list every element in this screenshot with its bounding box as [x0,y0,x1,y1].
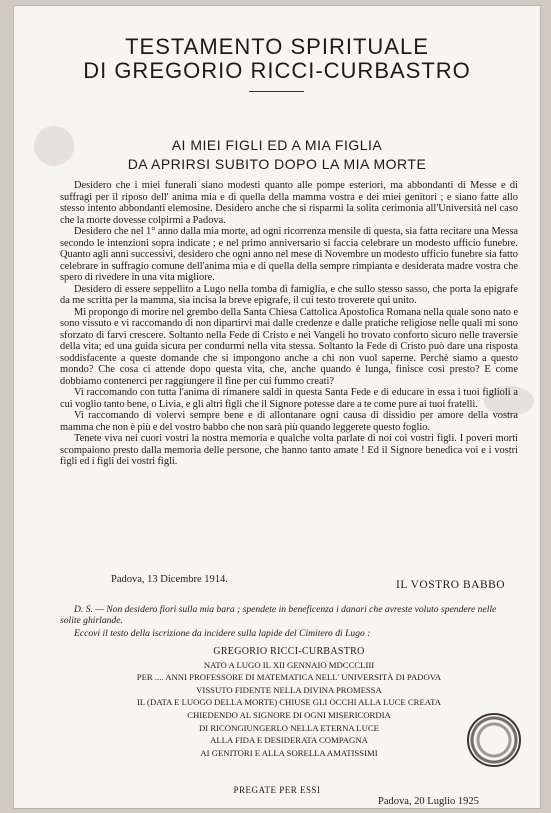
epitaph-line: VISSUTO FIDENTE NELLA DIVINA PROMESSA [196,684,382,695]
postscript: D. S. — Non desidero fiori sulla mia bara ; spendete in beneficenza i danari che avreste voluto spendere nelle solite ghirlande. [60,604,497,626]
place-and-date: Padova, 13 Dicembre 1914. [111,574,228,585]
body-paragraph: Desidero che i miei funerali siano modesti quanto alle pompe esteriori, ma abbondanti di Messe e di suffragi per il riposo dell' anima mia e di quella della mamma vostra e dei miei genitori ; e siano fatte allo stesso intento abbondanti elemosine. Desidero anche che si risparmi la solita cerimonia all'Università nel caso che la morte dovesse colpirmi a Padova. [60,180,518,226]
document-title-line-2: DI GREGORIO RICCI-CURBASTRO [83,58,471,83]
document-title-line-1: TESTAMENTO SPIRITUALE [125,34,429,59]
title-divider [249,91,304,92]
closing-prayer: PREGATE PER ESSI [233,785,321,795]
body-paragraph: Tenete viva nei cuori vostri la nostra memoria e qualche volta parlate di noi coi vostri figli. I poveri morti scompaiono presto dalla memoria delle persone, che hanno tanto amate ! Ed il Signore benedica voi e i vostri figli ed i figli dei vostri figli. [60,433,518,467]
epitaph-line: PER .... ANNI PROFESSORE DI MATEMATICA NELL' UNIVERSITÀ DI PADOVA [136,672,442,683]
closing-date: Padova, 20 Luglio 1925 [378,796,479,807]
body-paragraph: Desidero che nel 1° anno dalla mia morte, ad ogni ricorrenza mensile di questa, sia fatta recitare una Messa secondo le intenzioni sopra indicate ; e nel primo anniversario si faccia celebrare un modesto ufficio funebre. Quanto agli anni successivi, desidero che ogni anno nel mese di Novembre un modesto ufficio funebre sia fatto celebrare in suffragio comune dell'anima mia e di quella della sempre rimpianta e desiderata madre vostra che spero di rivedere in una vita migliore. [60,226,518,283]
body-paragraph: Mi propongo di morire nel grembo della Santa Chiesa Cattolica Apostolica Romana nella quale sono nato e sono vissuto e vi raccomando di non dipartirvi mai dalle credenze e dalle pratiche religiose nelle quali mi sono sforzato di farvi crescere. Soltanto nella Fede di Cristo e nei Vangeli ho trovato conforto sicuro nelle traversie della vita; ed una guida sicura per condurmi nella vita stessa. Soltanto la Fede di Cristo può dare una risposta soddisfacente a queste domande che si impongono anche a chi non vuol saperne. Perchè siamo a questo mondo? Che cosa ci attende dopo questa vita, che, anche quando è lunga, finisce così presto? E come dobbiamo contenerci per raggiungere il fine per cui fummo creati? [60,306,518,387]
epitaph-line: DI RICONGIUNGERLO NELLA ETERNA LUCE [198,722,379,733]
epitaph-line: ALLA FIDA E DESIDERATA COMPAGNA [210,735,368,746]
signature: IL VOSTRO BABBO [396,579,506,591]
epitaph-line: CHIEDENDO AL SIGNORE DI OGNI MISERICORDIA [187,709,391,720]
body-paragraph: Desidero di essere seppellito a Lugo nella tomba di famiglia, e che sullo stesso sasso, che porta la epigrafe da me scritta per la mamma, sia incisa la breve epigrafe, il cui testo troverete qui unito. [60,283,518,306]
document-page [14,6,540,808]
body-paragraph: Vi raccomando con tutta l'anima di rimanere saldi in questa Santa Fede e di educare in essa i tuoi figlioli a cui voglio tanto bene, o Livia, e gli altri figli che il Signore potesse dare a te come pure ai tuoi fratelli. [60,387,518,410]
testament-body [60,180,518,468]
epitaph-line: IL (DATA E LUOGO DELLA MORTE) CHIUSE GLI OCCHI ALLA LUCE CREATA [137,697,441,708]
epitaph-line: GREGORIO RICCI-CURBASTRO [213,646,365,657]
epitaph-line: NATO A LUGO IL XII GENNAIO MDCCCLIII [203,659,375,670]
body-paragraph: Vi raccomando di volervi sempre bene e di allontanare ogni causa di dissidio per amore della vostra mamma che non è più e del vostro babbo che non sarà più quando leggerete questo foglio. [60,410,518,433]
dedication-line-1: AI MIEI FIGLI ED A MIA FIGLIA [171,137,383,153]
seal-stamp [467,713,521,767]
epitaph [124,646,454,759]
epitaph-intro: Eccovi il testo della iscrizione da incidere sulla lapide del Cimitero di Lugo : [74,628,371,639]
epitaph-line: AI GENITORI E ALLA SORELLA AMATISSIMI [200,747,378,758]
dedication-line-2: DA APRIRSI SUBITO DOPO LA MIA MORTE [127,156,427,172]
